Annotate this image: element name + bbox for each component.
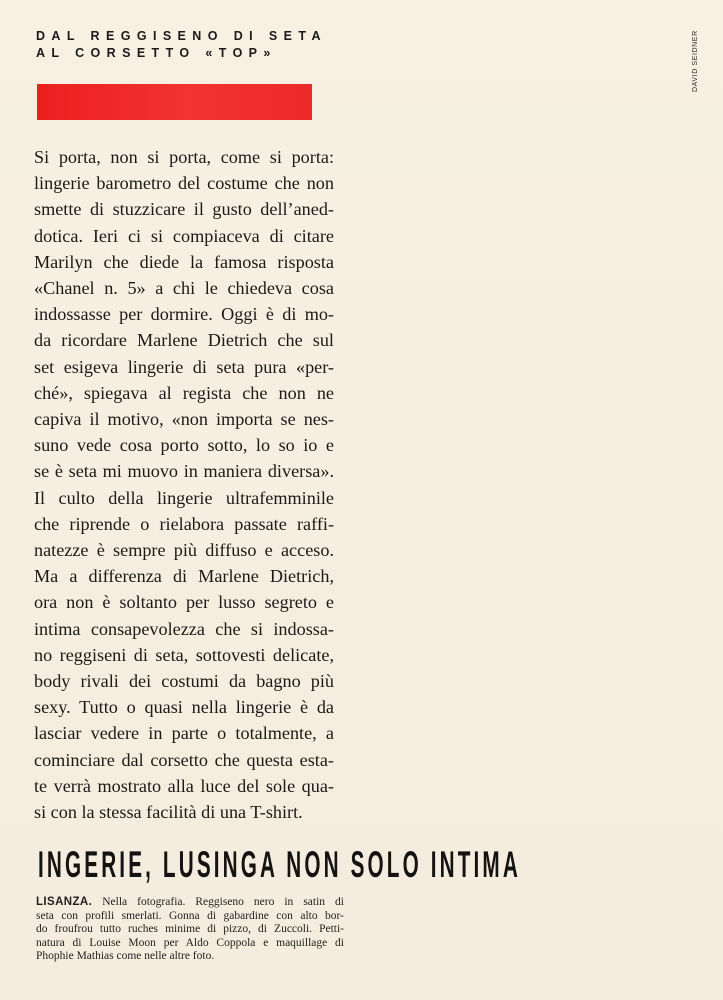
caption-line: Phophie Mathias come nelle altre foto. <box>36 950 215 963</box>
body-line: se è seta mi muovo in maniera diversa». <box>34 461 334 482</box>
body-line: capiva il motivo, «non importa se nes- <box>34 409 334 430</box>
body-line: Il culto della lingerie ultrafemminile <box>34 487 334 508</box>
photo-credit: DAVID SEIDNER <box>692 30 699 92</box>
body-line: Ma a differenza di Marlene Dietrich, <box>34 566 334 587</box>
body-line: indossasse per dormire. Oggi è di mo- <box>34 304 334 325</box>
body-line: Marilyn che diede la famosa risposta <box>34 251 334 272</box>
caption-line: natura di Louise Moon per Aldo Coppola e maquillage di <box>36 936 344 949</box>
body-line: che riprende o rielabora passate raffi- <box>34 513 334 534</box>
body-line: natezze è sempre più diffuso e acceso. <box>34 540 334 561</box>
body-line: lasciar vedere in parte o totalmente, a <box>34 723 334 744</box>
body-line: sexy. Tutto o quasi nella lingerie è da <box>34 697 334 718</box>
kicker-line-1: DAL REGGISENO DI SETA <box>36 29 327 43</box>
body-line: ora non è soltanto per lusso segreto e <box>34 592 334 613</box>
caption-line: Nella fotografia. Reggiseno nero in satin di <box>92 896 344 908</box>
body-line: si con la stessa facilità di una T-shirt. <box>34 802 303 823</box>
article-headline <box>34 840 689 886</box>
body-line: ché», spiegava al regista che non ne <box>34 382 334 403</box>
caption-line: do froufrou tutto ruches minime di pizzo, di Zuccoli. Petti- <box>36 923 344 936</box>
kicker-line-2: AL CORSETTO «TOP» <box>36 46 277 60</box>
body-line: «Chanel n. 5» a chi le chiedeva cosa <box>34 278 334 299</box>
article-body <box>34 144 334 825</box>
kicker-heading <box>36 28 327 62</box>
body-line: set esigeva lingerie di seta pura «per- <box>34 356 334 377</box>
body-line: dotica. Ieri ci si compiaceva di citare <box>34 225 334 246</box>
photo-caption <box>36 896 344 964</box>
body-line: lingerie barometro del costume che non <box>34 173 334 194</box>
body-line: te verrà mostrato alla luce del sole qua- <box>34 775 334 796</box>
body-line: suno vede cosa porto sotto, lo so io e <box>34 435 334 456</box>
headline-text: INGERIE, LUSINGA NON SOLO INTIMA <box>38 844 521 885</box>
body-line: cominciare dal corsetto che questa esta- <box>34 749 334 770</box>
body-line: da ricordare Marlene Dietrich che sul <box>34 330 334 351</box>
caption-line: seta con profili smerlati. Gonna di gabardine con alto bor- <box>36 909 344 922</box>
body-line: Si porta, non si porta, come si porta: <box>34 147 334 167</box>
red-accent-bar <box>37 84 312 120</box>
body-line: intima consapevolezza che si indossa- <box>34 618 334 639</box>
body-line: body rivali dei costumi da bagno più <box>34 671 334 692</box>
caption-label: LISANZA. <box>36 896 93 908</box>
body-line: smette di stuzzicare il gusto dell’aned- <box>34 199 334 220</box>
body-line: no reggiseni di seta, sottovesti delicate, <box>34 644 334 665</box>
